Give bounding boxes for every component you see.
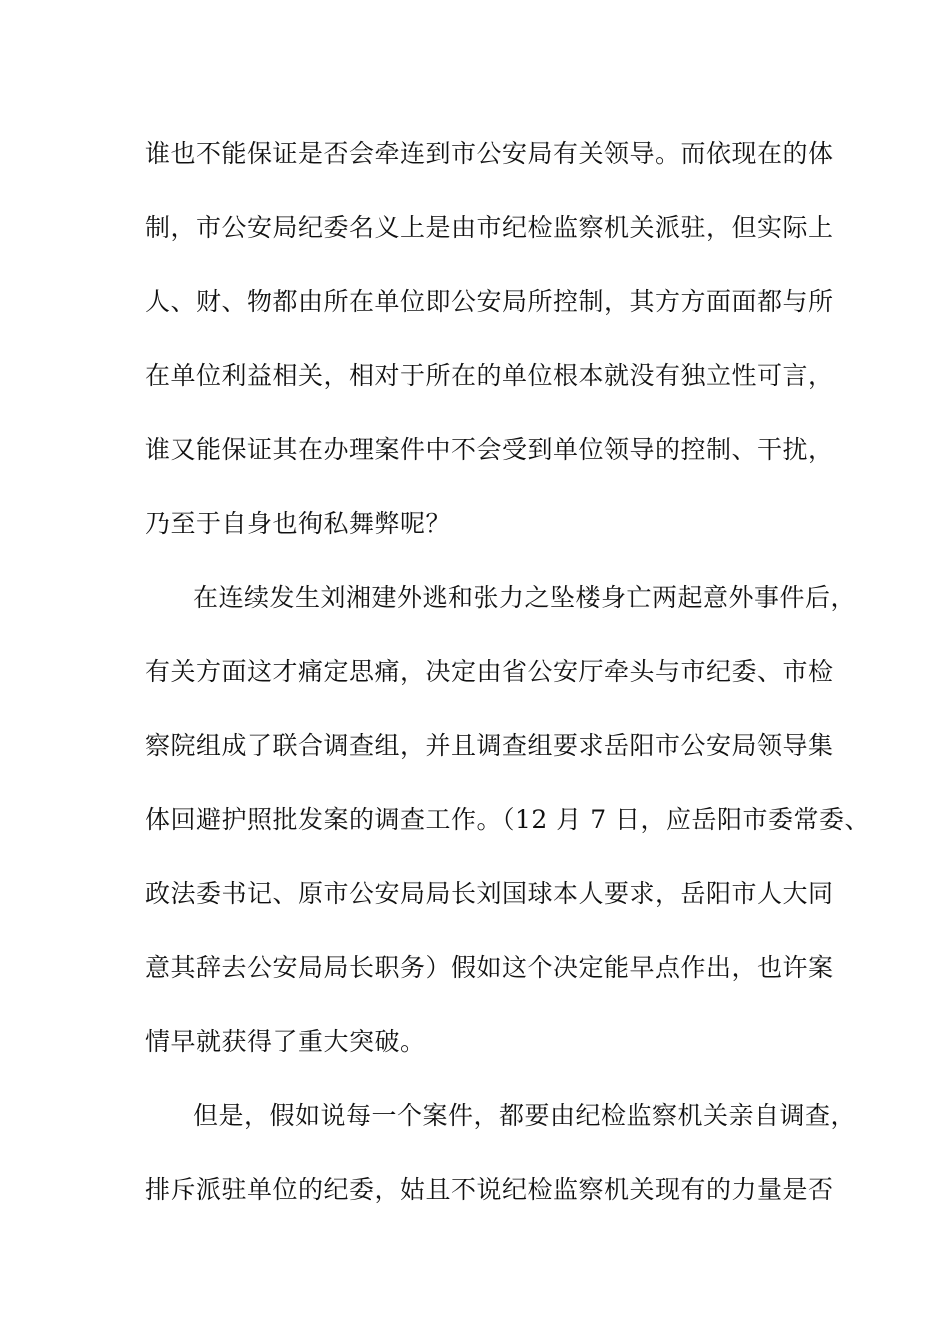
text-line: 谁又能保证其在办理案件中不会受到单位领导的控制、干扰， — [145, 435, 834, 464]
text-line: 察院组成了联合调查组，并且调查组要求岳阳市公安局领导集 — [145, 731, 834, 760]
text-line: 谁也不能保证是否会牵连到市公安局有关领导。而依现在的体 — [145, 139, 834, 168]
text-line: 政法委书记、原市公安局局长刘国球本人要求，岳阳市人大同 — [145, 879, 834, 908]
text-line: 有关方面这才痛定思痛，决定由省公安厅牵头与市纪委、市检 — [145, 657, 834, 686]
text-line: 意其辞去公安局局长职务）假如这个决定能早点作出，也许案 — [145, 953, 834, 982]
paragraph-first-line: 在连续发生刘湘建外逃和张力之坠楼身亡两起意外事件后， — [193, 583, 857, 612]
paragraph-first-line: 但是，假如说每一个案件，都要由纪检监察机关亲自调查， — [193, 1101, 857, 1130]
text-line: 乃至于自身也徇私舞弊呢？ — [145, 509, 452, 538]
text-line: 体回避护照批发案的调查工作。（12 月 7 日，应岳阳市委常委、 — [145, 805, 871, 834]
text-line: 情早就获得了重大突破。 — [145, 1027, 426, 1056]
text-line: 人、财、物都由所在单位即公安局所控制，其方方面面都与所 — [145, 287, 834, 316]
text-line: 在单位利益相关，相对于所在的单位根本就没有独立性可言， — [145, 361, 834, 390]
text-line: 制，市公安局纪委名义上是由市纪检监察机关派驻，但实际上 — [145, 213, 834, 242]
text-line: 排斥派驻单位的纪委，姑且不说纪检监察机关现有的力量是否 — [145, 1175, 834, 1204]
